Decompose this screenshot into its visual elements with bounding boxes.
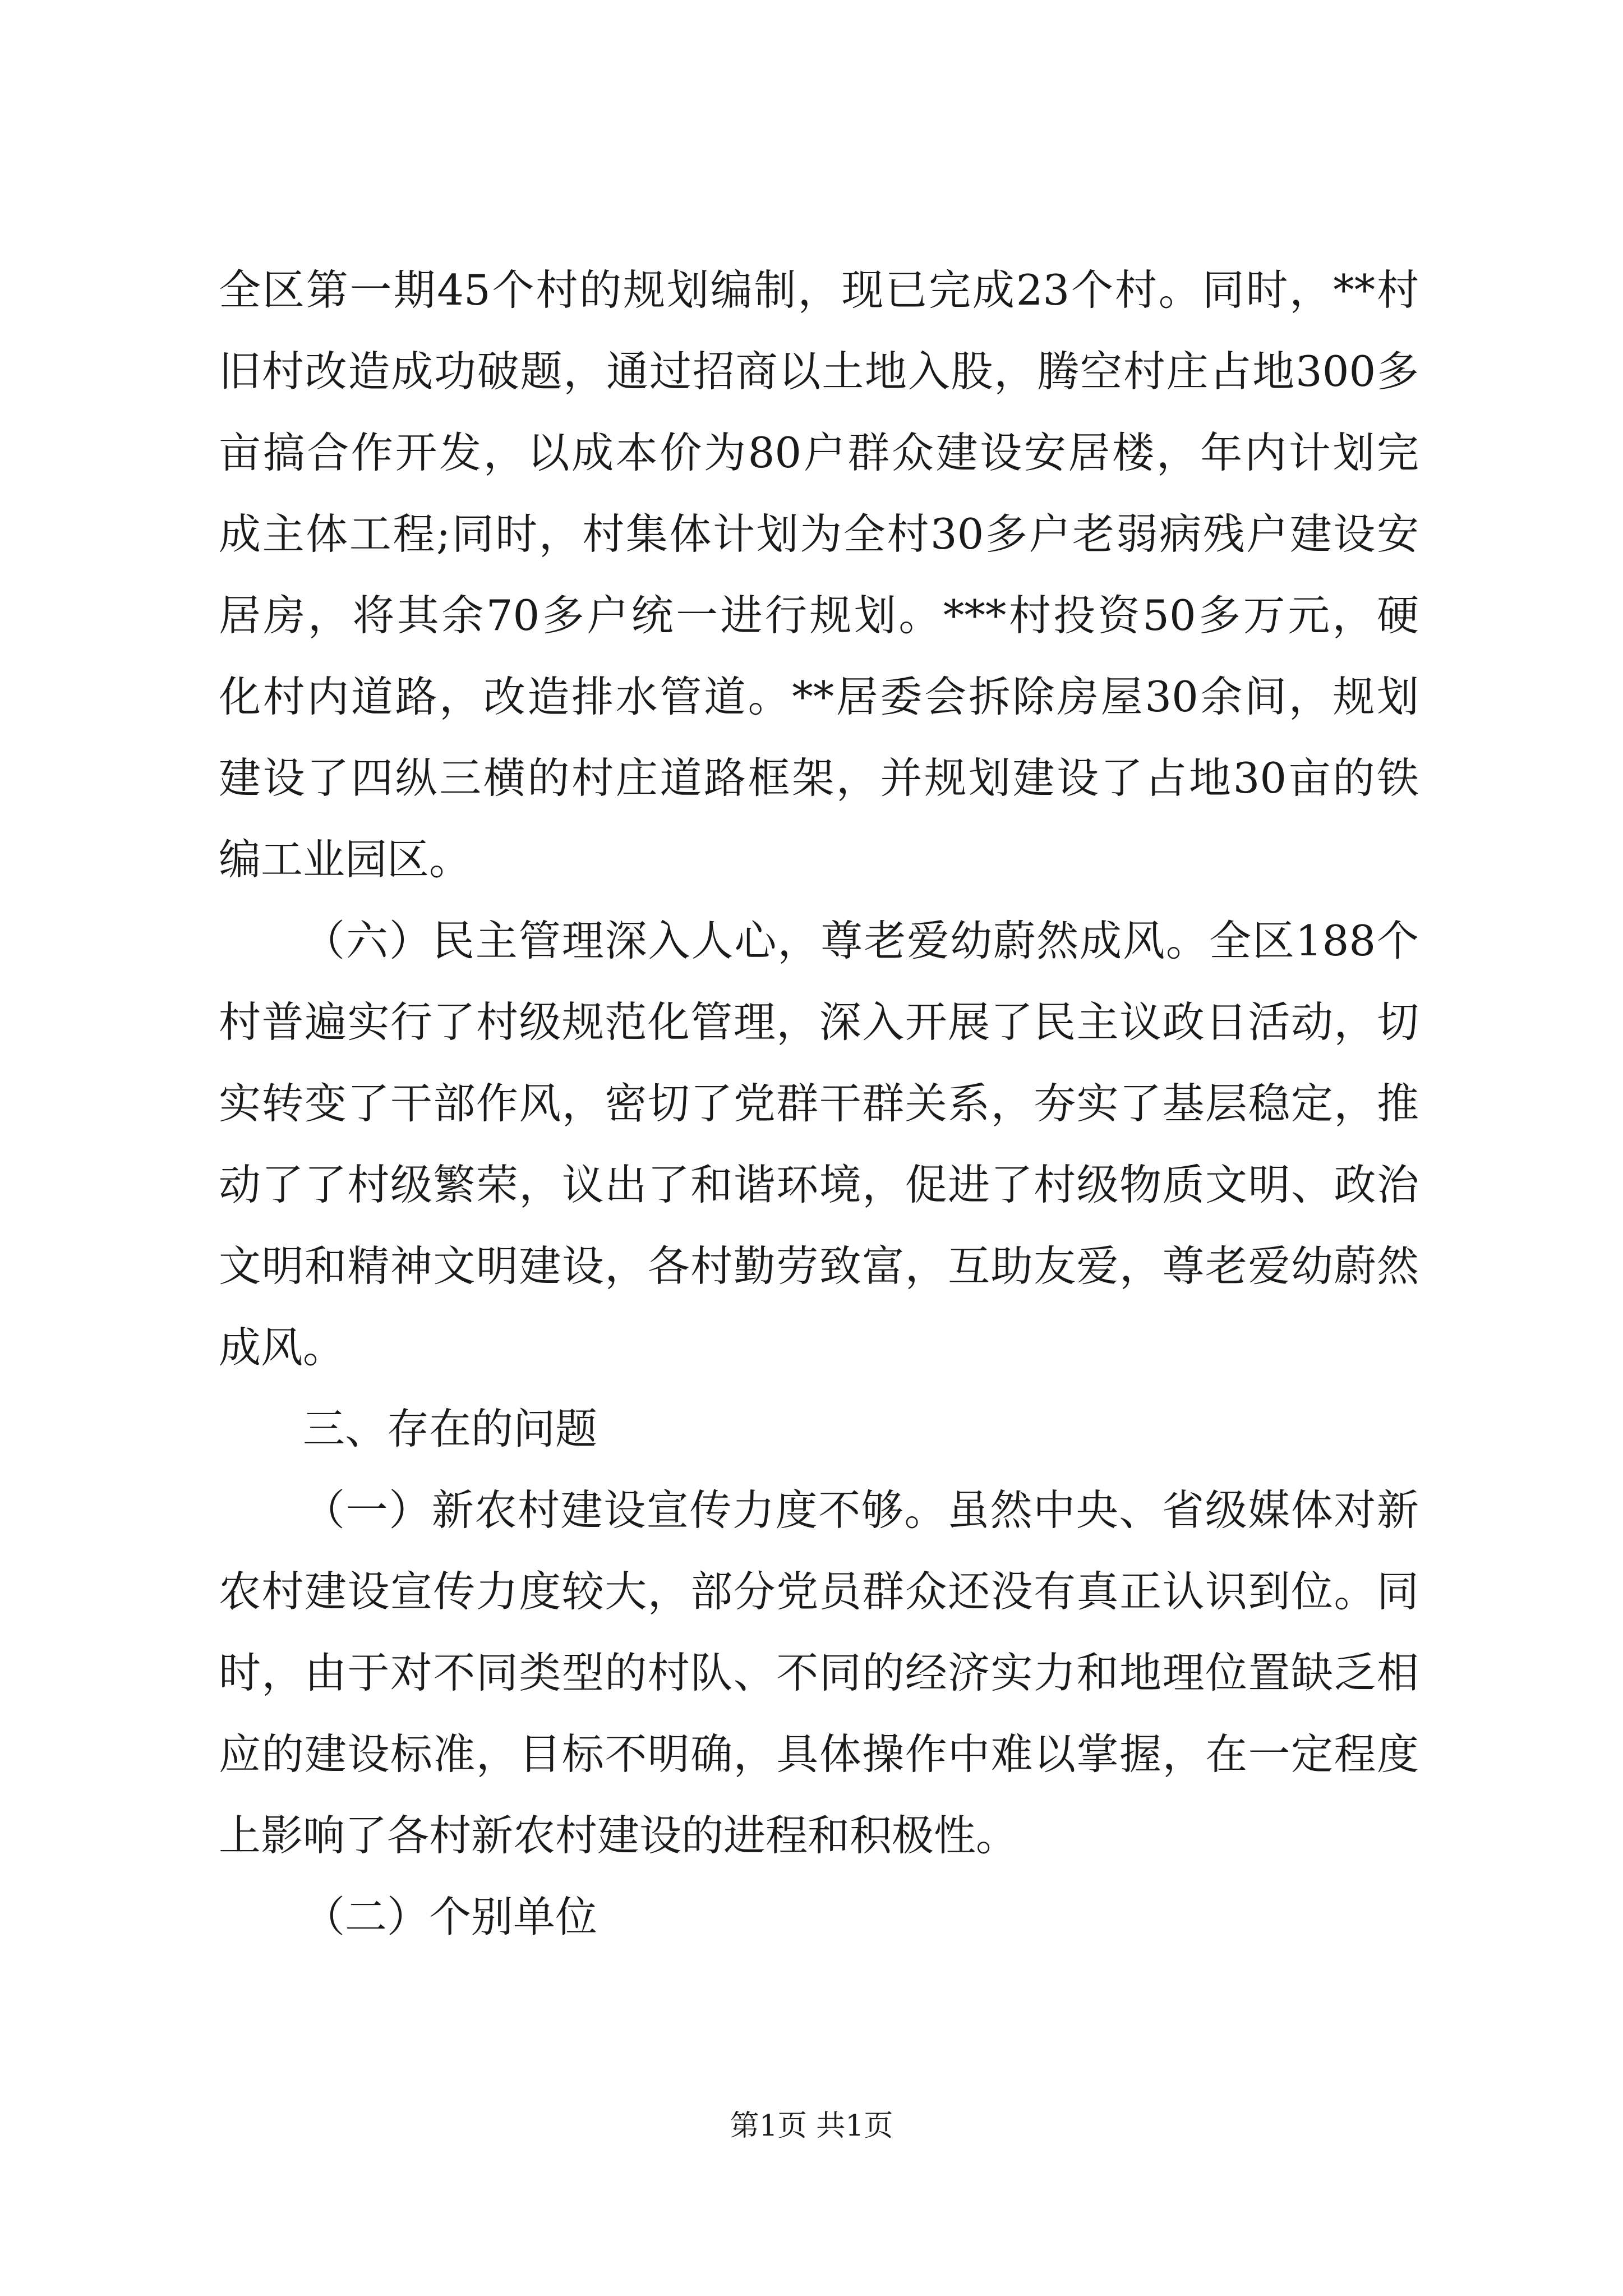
text-line: 时，由于对不同类型的村队、不同的经济实力和地理位置缺乏相 [219,1648,1419,1697]
paragraph-start-line: （二）个别单位 [303,1892,598,1941]
text-line: 村普遍实行了村级规范化管理，深入开展了民主议政日活动，切 [219,997,1419,1047]
text-line: 居房，将其余70多户统一进行规划。***村投资50多万元，硬 [219,591,1419,640]
text-line: 农村建设宣传力度较大，部分党员群众还没有真正认识到位。同 [219,1567,1419,1616]
text-line: 旧村改造成功破题，通过招商以土地入股，腾空村庄占地300多 [219,347,1419,396]
document-body [219,250,1419,1958]
text-line: 成主体工程;同时，村集体计划为全村30多户老弱病残户建设安 [219,509,1419,559]
text-line: 编工业园区。 [219,835,472,884]
text-line: 全区第一期45个村的规划编制，现已完成23个村。同时，**村 [219,265,1419,315]
text-line: 亩搞合作开发，以成本价为80户群众建设安居楼，年内计划完 [219,428,1419,477]
section-heading: 三、存在的问题 [303,1404,598,1453]
text-line: 应的建设标准，目标不明确，具体操作中难以掌握，在一定程度 [219,1729,1419,1779]
text-line: 成风。 [219,1323,345,1372]
text-line: 文明和精神文明建设，各村勤劳致富，互助友爱，尊老爱幼蔚然 [219,1241,1419,1291]
paragraph-start-line: （六）民主管理深入人心，尊老爱幼蔚然成风。全区188个 [303,916,1419,965]
text-line: 动了了村级繁荣，议出了和谐环境，促进了村级物质文明、政治 [219,1160,1419,1209]
text-line: 建设了四纵三横的村庄道路框架，并规划建设了占地30亩的铁 [219,753,1419,803]
page-footer: 第1页 共1页 [730,2109,893,2143]
text-line: 实转变了干部作风，密切了党群干群关系，夯实了基层稳定，推 [219,1079,1419,1128]
text-line: 化村内道路，改造排水管道。**居委会拆除房屋30余间，规划 [219,672,1419,721]
text-line: 上影响了各村新农村建设的进程和积极性。 [219,1811,1018,1860]
paragraph-start-line: （一）新农村建设宣传力度不够。虽然中央、省级媒体对新 [303,1485,1419,1535]
